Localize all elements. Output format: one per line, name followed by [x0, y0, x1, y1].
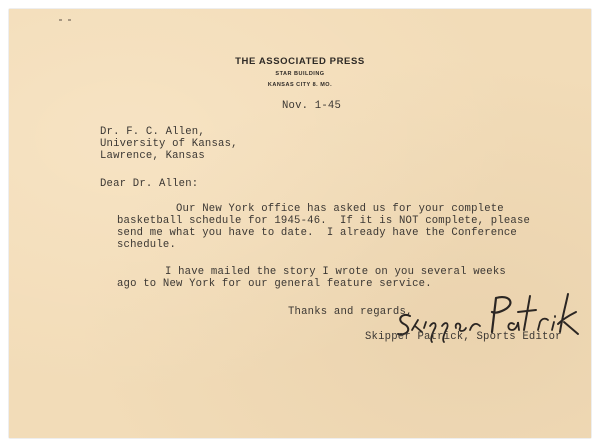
letter-date: Nov. 1-45 — [282, 100, 342, 112]
typed-signature: Skipper Patrick, Sports Editor — [365, 331, 562, 343]
recipient-institution: University of Kansas, — [100, 138, 238, 150]
body-paragraph-1-line: schedule. — [117, 239, 177, 251]
body-paragraph-1-line: send me what you have to date. I already have the Conference — [117, 227, 517, 239]
body-paragraph-1-line: Our New York office has asked us for your complete — [176, 203, 504, 215]
letterhead-title: THE ASSOCIATED PRESS — [235, 56, 365, 67]
corner-ink-mark — [59, 18, 73, 22]
letterhead-address-line-2: KANSAS CITY 8. MO. — [267, 82, 333, 88]
body-paragraph-1-line: basketball schedule for 1945-46. If it is NOT complete, please — [117, 215, 531, 227]
letterhead-address-line-1: STAR BUILDING — [275, 71, 325, 77]
salutation: Dear Dr. Allen: — [100, 178, 199, 190]
body-paragraph-2-line: I have mailed the story I wrote on you several weeks — [165, 266, 506, 278]
closing: Thanks and regards, — [288, 306, 413, 318]
recipient-city: Lawrence, Kansas — [100, 150, 205, 162]
body-paragraph-2-line: ago to New York for our general feature service. — [117, 278, 432, 290]
recipient-name: Dr. F. C. Allen, — [100, 126, 205, 138]
